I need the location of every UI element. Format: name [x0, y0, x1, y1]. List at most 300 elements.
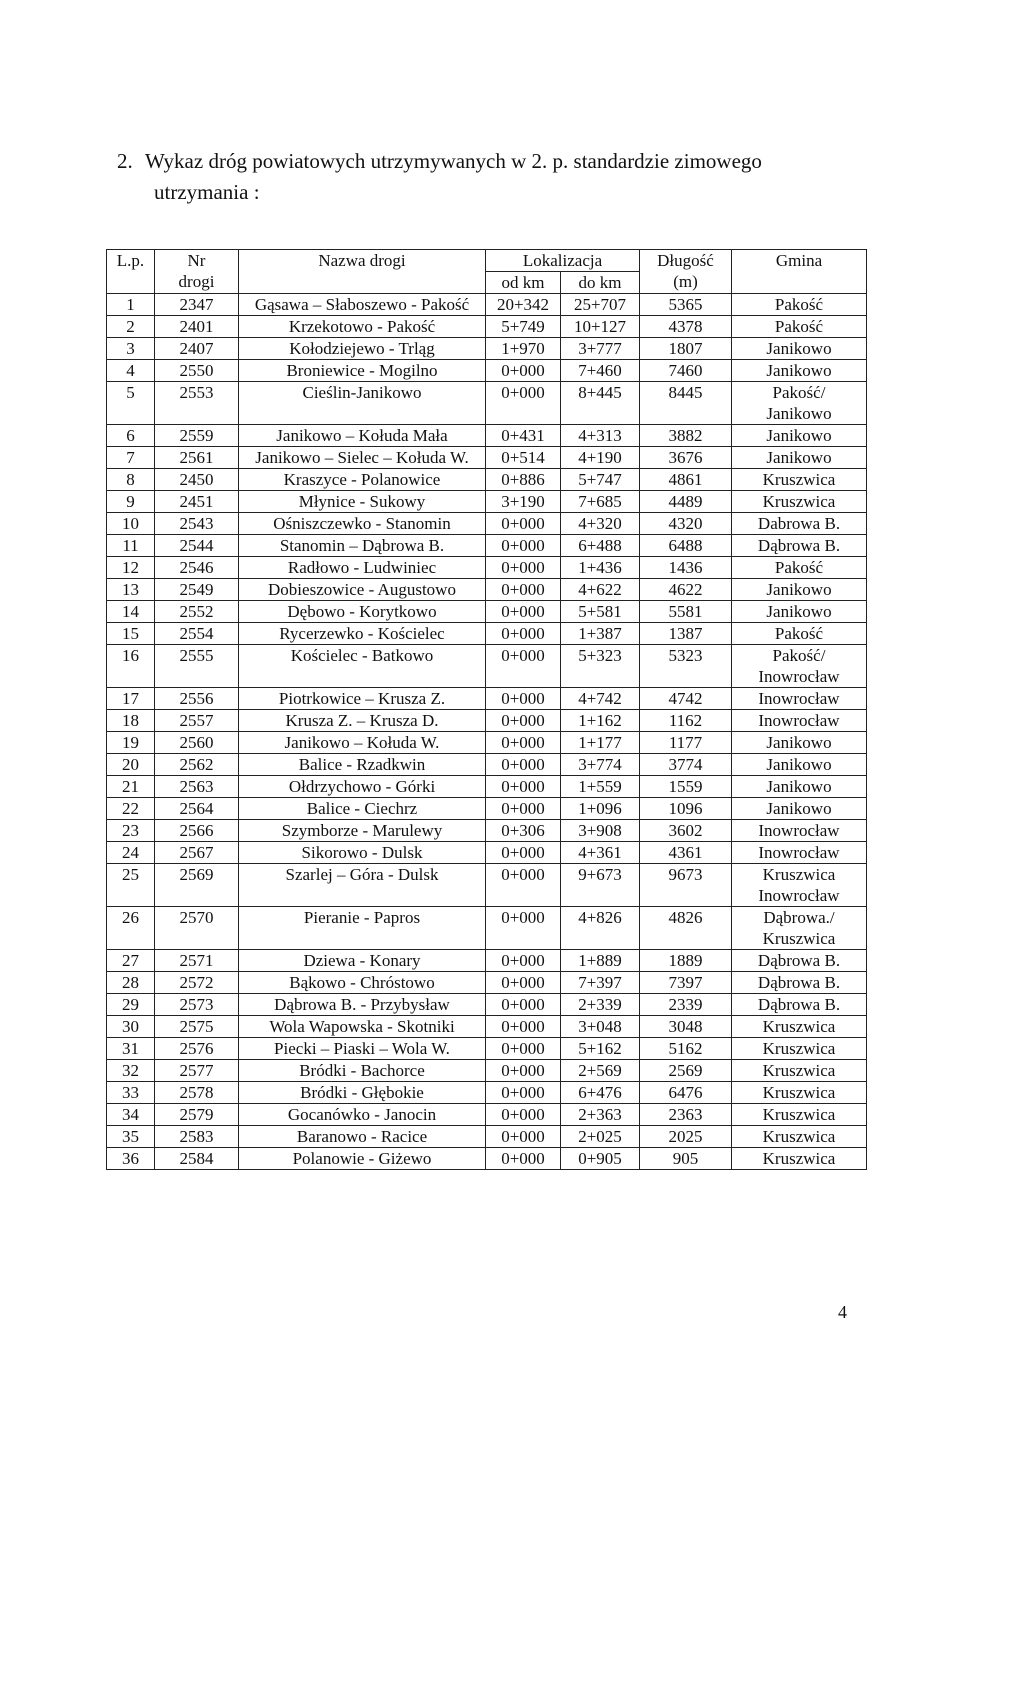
page-number: 4	[838, 1302, 847, 1322]
cell-od-km: 0+000	[486, 754, 561, 776]
cell-lp: 28	[107, 972, 155, 994]
cell-nazwa-drogi: Stanomin – Dąbrowa B.	[239, 535, 486, 557]
cell-nr-drogi: 2570	[155, 907, 239, 950]
gmina-line1: Dąbrowa B.	[757, 951, 841, 970]
cell-nazwa-drogi: Balice - Ciechrz	[239, 798, 486, 820]
cell-nazwa-drogi: Szymborze - Marulewy	[239, 820, 486, 842]
table-row	[107, 513, 867, 535]
cell-lp: 1	[107, 294, 155, 316]
table-row	[107, 776, 867, 798]
cell-dlugosc: 1387	[640, 623, 732, 645]
gmina-line1: Kruszwica	[762, 1105, 836, 1124]
cell-nr-drogi: 2560	[155, 732, 239, 754]
table-row	[107, 1016, 867, 1038]
cell-lp: 17	[107, 688, 155, 710]
gmina-line1: Dąbrowa B.	[757, 536, 841, 555]
cell-dlugosc: 4742	[640, 688, 732, 710]
cell-od-km: 0+000	[486, 864, 561, 907]
cell-do-km: 1+096	[561, 798, 640, 820]
cell-lp: 16	[107, 645, 155, 688]
cell-gmina	[732, 994, 867, 1016]
cell-od-km: 0+000	[486, 1126, 561, 1148]
cell-dlugosc: 1559	[640, 776, 732, 798]
cell-gmina	[732, 491, 867, 513]
cell-lp: 33	[107, 1082, 155, 1104]
cell-nazwa-drogi: Janikowo – Sielec – Kołuda W.	[239, 447, 486, 469]
cell-do-km: 0+905	[561, 1148, 640, 1170]
cell-nr-drogi: 2567	[155, 842, 239, 864]
cell-gmina	[732, 425, 867, 447]
cell-nr-drogi: 2401	[155, 316, 239, 338]
table-row	[107, 382, 867, 425]
table-row	[107, 950, 867, 972]
cell-do-km: 25+707	[561, 294, 640, 316]
table-header	[107, 250, 867, 294]
cell-dlugosc: 9673	[640, 864, 732, 907]
cell-nazwa-drogi: Kraszyce - Polanowice	[239, 469, 486, 491]
gmina-line1: Janikowo	[766, 755, 832, 774]
cell-nazwa-drogi: Młynice - Sukowy	[239, 491, 486, 513]
cell-nr-drogi: 2451	[155, 491, 239, 513]
cell-nazwa-drogi: Wola Wapowska - Skotniki	[239, 1016, 486, 1038]
table-row	[107, 469, 867, 491]
cell-nazwa-drogi: Ośniszczewko - Stanomin	[239, 513, 486, 535]
gmina-line1: Kruszwica	[762, 1017, 836, 1036]
cell-lp: 27	[107, 950, 155, 972]
table-row	[107, 316, 867, 338]
cell-lp: 25	[107, 864, 155, 907]
cell-od-km: 0+000	[486, 972, 561, 994]
cell-dlugosc: 2363	[640, 1104, 732, 1126]
cell-do-km: 5+162	[561, 1038, 640, 1060]
cell-nr-drogi: 2579	[155, 1104, 239, 1126]
cell-do-km: 4+313	[561, 425, 640, 447]
cell-gmina	[732, 864, 867, 907]
table-row	[107, 972, 867, 994]
cell-lp: 12	[107, 557, 155, 579]
table-row	[107, 425, 867, 447]
cell-nazwa-drogi: Dobieszowice - Augustowo	[239, 579, 486, 601]
header-nr-drogi	[155, 250, 239, 294]
cell-nr-drogi: 2554	[155, 623, 239, 645]
gmina-line1: Dąbrowa B.	[757, 995, 841, 1014]
cell-gmina	[732, 316, 867, 338]
cell-dlugosc: 3774	[640, 754, 732, 776]
cell-dlugosc: 2339	[640, 994, 732, 1016]
cell-od-km: 0+000	[486, 1016, 561, 1038]
cell-do-km: 1+162	[561, 710, 640, 732]
cell-do-km: 4+190	[561, 447, 640, 469]
cell-lp: 13	[107, 579, 155, 601]
section-number: 2.	[117, 149, 133, 173]
cell-dlugosc: 3048	[640, 1016, 732, 1038]
cell-nazwa-drogi: Bródki - Głębokie	[239, 1082, 486, 1104]
cell-od-km: 0+306	[486, 820, 561, 842]
cell-nazwa-drogi: Gocanówko - Janocin	[239, 1104, 486, 1126]
gmina-line1: Janikowo	[766, 361, 832, 380]
table-row	[107, 360, 867, 382]
cell-do-km: 1+177	[561, 732, 640, 754]
cell-nr-drogi: 2557	[155, 710, 239, 732]
cell-nr-drogi: 2559	[155, 425, 239, 447]
gmina-line1: Pakość	[774, 558, 824, 577]
cell-dlugosc: 7460	[640, 360, 732, 382]
gmina-line1: Janikowo	[766, 777, 832, 796]
cell-lp: 2	[107, 316, 155, 338]
cell-od-km: 0+000	[486, 513, 561, 535]
cell-nr-drogi: 2549	[155, 579, 239, 601]
cell-gmina	[732, 513, 867, 535]
cell-od-km: 0+000	[486, 1104, 561, 1126]
cell-nr-drogi: 2546	[155, 557, 239, 579]
cell-dlugosc: 5323	[640, 645, 732, 688]
gmina-line1: Janikowo	[766, 580, 832, 599]
cell-gmina	[732, 1126, 867, 1148]
gmina-line1: Kruszwica	[762, 1149, 836, 1168]
cell-gmina	[732, 710, 867, 732]
cell-dlugosc: 1177	[640, 732, 732, 754]
cell-gmina	[732, 579, 867, 601]
cell-do-km: 1+889	[561, 950, 640, 972]
cell-do-km: 2+339	[561, 994, 640, 1016]
cell-od-km: 3+190	[486, 491, 561, 513]
table-row	[107, 1038, 867, 1060]
cell-lp: 14	[107, 601, 155, 623]
cell-dlugosc: 7397	[640, 972, 732, 994]
cell-dlugosc: 3602	[640, 820, 732, 842]
cell-do-km: 3+908	[561, 820, 640, 842]
gmina-line1: Janikowo	[766, 448, 832, 467]
cell-nr-drogi: 2543	[155, 513, 239, 535]
cell-nazwa-drogi: Polanowie - Giżewo	[239, 1148, 486, 1170]
cell-nr-drogi: 2556	[155, 688, 239, 710]
cell-nazwa-drogi: Balice - Rzadkwin	[239, 754, 486, 776]
gmina-line1: Pakość	[774, 295, 824, 314]
cell-do-km: 4+826	[561, 907, 640, 950]
cell-dlugosc: 5581	[640, 601, 732, 623]
cell-do-km: 7+460	[561, 360, 640, 382]
cell-nr-drogi: 2407	[155, 338, 239, 360]
cell-od-km: 0+000	[486, 1082, 561, 1104]
cell-od-km: 0+000	[486, 360, 561, 382]
cell-do-km: 4+622	[561, 579, 640, 601]
cell-nazwa-drogi: Kościelec - Batkowo	[239, 645, 486, 688]
cell-lp: 26	[107, 907, 155, 950]
cell-od-km: 20+342	[486, 294, 561, 316]
cell-nr-drogi: 2575	[155, 1016, 239, 1038]
gmina-line1: Kruszwica	[762, 470, 836, 489]
cell-do-km: 6+476	[561, 1082, 640, 1104]
table-row	[107, 688, 867, 710]
table-row	[107, 907, 867, 950]
header-nr-line2: drogi	[178, 272, 215, 291]
cell-do-km: 5+747	[561, 469, 640, 491]
section-title-line2: utrzymania :	[154, 180, 260, 204]
table-row	[107, 1104, 867, 1126]
cell-nr-drogi: 2583	[155, 1126, 239, 1148]
gmina-line1: Pakość	[774, 317, 824, 336]
cell-gmina	[732, 1060, 867, 1082]
cell-lp: 36	[107, 1148, 155, 1170]
cell-do-km: 10+127	[561, 316, 640, 338]
table-row	[107, 710, 867, 732]
section-heading	[117, 146, 857, 208]
table-row	[107, 1148, 867, 1170]
cell-do-km: 3+774	[561, 754, 640, 776]
roads-table	[106, 249, 867, 1170]
cell-od-km: 0+000	[486, 798, 561, 820]
cell-nr-drogi: 2566	[155, 820, 239, 842]
cell-nazwa-drogi: Dąbrowa B. - Przybysław	[239, 994, 486, 1016]
cell-nazwa-drogi: Dębowo - Korytkowo	[239, 601, 486, 623]
cell-dlugosc: 6476	[640, 1082, 732, 1104]
cell-nazwa-drogi: Kołodziejewo - Trląg	[239, 338, 486, 360]
cell-dlugosc: 5365	[640, 294, 732, 316]
cell-nazwa-drogi: Broniewice - Mogilno	[239, 360, 486, 382]
cell-do-km: 1+559	[561, 776, 640, 798]
gmina-line1: Janikowo	[766, 733, 832, 752]
table-row	[107, 579, 867, 601]
cell-dlugosc: 4320	[640, 513, 732, 535]
cell-dlugosc: 8445	[640, 382, 732, 425]
gmina-line1: Inowrocław	[758, 711, 840, 730]
cell-lp: 20	[107, 754, 155, 776]
cell-nr-drogi: 2577	[155, 1060, 239, 1082]
cell-gmina	[732, 294, 867, 316]
gmina-line1: Janikowo	[766, 602, 832, 621]
header-dlugosc-line2: (m)	[673, 272, 698, 291]
cell-nazwa-drogi: Gąsawa – Słaboszewo - Pakość	[239, 294, 486, 316]
header-do-km: do km	[561, 272, 640, 294]
cell-do-km: 1+436	[561, 557, 640, 579]
cell-dlugosc: 6488	[640, 535, 732, 557]
cell-gmina	[732, 1082, 867, 1104]
cell-do-km: 2+569	[561, 1060, 640, 1082]
cell-od-km: 0+431	[486, 425, 561, 447]
cell-nazwa-drogi: Janikowo – Kołuda Mała	[239, 425, 486, 447]
cell-lp: 29	[107, 994, 155, 1016]
cell-do-km: 2+025	[561, 1126, 640, 1148]
cell-do-km: 5+323	[561, 645, 640, 688]
cell-od-km: 1+970	[486, 338, 561, 360]
cell-od-km: 0+000	[486, 950, 561, 972]
cell-lp: 23	[107, 820, 155, 842]
table-row	[107, 557, 867, 579]
header-od-km: od km	[486, 272, 561, 294]
cell-nazwa-drogi: Dziewa - Konary	[239, 950, 486, 972]
cell-od-km: 0+000	[486, 776, 561, 798]
cell-od-km: 0+000	[486, 842, 561, 864]
cell-gmina	[732, 798, 867, 820]
cell-lp: 11	[107, 535, 155, 557]
cell-lp: 18	[107, 710, 155, 732]
cell-od-km: 0+000	[486, 579, 561, 601]
cell-nr-drogi: 2550	[155, 360, 239, 382]
cell-gmina	[732, 950, 867, 972]
gmina-line1: Inowrocław	[758, 689, 840, 708]
cell-dlugosc: 4622	[640, 579, 732, 601]
cell-od-km: 0+000	[486, 732, 561, 754]
cell-od-km: 0+000	[486, 1038, 561, 1060]
cell-dlugosc: 5162	[640, 1038, 732, 1060]
cell-od-km: 0+000	[486, 1060, 561, 1082]
cell-gmina	[732, 842, 867, 864]
cell-nazwa-drogi: Baranowo - Racice	[239, 1126, 486, 1148]
cell-od-km: 0+000	[486, 688, 561, 710]
cell-dlugosc: 3676	[640, 447, 732, 469]
gmina-line1: Kruszwica	[762, 1061, 836, 1080]
cell-gmina	[732, 601, 867, 623]
cell-nr-drogi: 2569	[155, 864, 239, 907]
cell-od-km: 0+000	[486, 907, 561, 950]
cell-lp: 7	[107, 447, 155, 469]
cell-do-km: 4+320	[561, 513, 640, 535]
cell-gmina	[732, 645, 867, 688]
table-body	[107, 294, 867, 1170]
cell-nr-drogi: 2544	[155, 535, 239, 557]
cell-nr-drogi: 2552	[155, 601, 239, 623]
header-gmina: Gmina	[732, 250, 867, 294]
cell-od-km: 0+000	[486, 535, 561, 557]
table-row	[107, 994, 867, 1016]
cell-do-km: 7+685	[561, 491, 640, 513]
cell-do-km: 7+397	[561, 972, 640, 994]
cell-gmina	[732, 820, 867, 842]
gmina-line1: Dąbrowa B.	[757, 973, 841, 992]
cell-nr-drogi: 2562	[155, 754, 239, 776]
cell-nr-drogi: 2555	[155, 645, 239, 688]
cell-lp: 32	[107, 1060, 155, 1082]
cell-do-km: 6+488	[561, 535, 640, 557]
cell-do-km: 3+048	[561, 1016, 640, 1038]
cell-nr-drogi: 2578	[155, 1082, 239, 1104]
cell-gmina	[732, 557, 867, 579]
cell-dlugosc: 1807	[640, 338, 732, 360]
cell-lp: 9	[107, 491, 155, 513]
cell-dlugosc: 4861	[640, 469, 732, 491]
cell-nr-drogi: 2571	[155, 950, 239, 972]
header-nazwa-drogi: Nazwa drogi	[239, 250, 486, 294]
cell-dlugosc: 4489	[640, 491, 732, 513]
gmina-line1: Kruszwica	[762, 1083, 836, 1102]
gmina-line1: Janikowo	[766, 799, 832, 818]
cell-nr-drogi: 2561	[155, 447, 239, 469]
cell-nazwa-drogi: Piecki – Piaski – Wola W.	[239, 1038, 486, 1060]
cell-dlugosc: 4361	[640, 842, 732, 864]
cell-nazwa-drogi: Sikorowo - Dulsk	[239, 842, 486, 864]
cell-dlugosc: 2025	[640, 1126, 732, 1148]
cell-nazwa-drogi: Cieślin-Janikowo	[239, 382, 486, 425]
table-row	[107, 842, 867, 864]
cell-nr-drogi: 2576	[155, 1038, 239, 1060]
gmina-line2: Inowrocław	[758, 886, 840, 905]
cell-lp: 4	[107, 360, 155, 382]
gmina-line1: Dąbrowa./	[763, 908, 835, 927]
cell-nazwa-drogi: Krzekotowo - Pakość	[239, 316, 486, 338]
table-row	[107, 798, 867, 820]
cell-nr-drogi: 2553	[155, 382, 239, 425]
cell-nr-drogi: 2347	[155, 294, 239, 316]
header-lp: L.p.	[107, 250, 155, 294]
cell-dlugosc: 4826	[640, 907, 732, 950]
table-row	[107, 864, 867, 907]
table-row	[107, 447, 867, 469]
cell-gmina	[732, 1016, 867, 1038]
cell-dlugosc: 4378	[640, 316, 732, 338]
cell-nr-drogi: 2563	[155, 776, 239, 798]
cell-od-km: 0+000	[486, 1148, 561, 1170]
gmina-line1: Pakość/	[772, 383, 826, 402]
table-row	[107, 535, 867, 557]
cell-gmina	[732, 1148, 867, 1170]
cell-lp: 10	[107, 513, 155, 535]
cell-od-km: 0+000	[486, 557, 561, 579]
cell-nazwa-drogi: Rycerzewko - Kościelec	[239, 623, 486, 645]
cell-dlugosc: 1096	[640, 798, 732, 820]
gmina-line1: Inowrocław	[758, 843, 840, 862]
cell-dlugosc: 2569	[640, 1060, 732, 1082]
cell-do-km: 4+742	[561, 688, 640, 710]
cell-do-km: 9+673	[561, 864, 640, 907]
table-row	[107, 820, 867, 842]
cell-nr-drogi: 2573	[155, 994, 239, 1016]
cell-nazwa-drogi: Bąkowo - Chróstowo	[239, 972, 486, 994]
cell-lp: 24	[107, 842, 155, 864]
gmina-line1: Kruszwica	[762, 1127, 836, 1146]
cell-od-km: 0+000	[486, 710, 561, 732]
cell-gmina	[732, 776, 867, 798]
cell-od-km: 0+000	[486, 994, 561, 1016]
table-row	[107, 491, 867, 513]
cell-do-km: 4+361	[561, 842, 640, 864]
cell-nr-drogi: 2572	[155, 972, 239, 994]
cell-do-km: 5+581	[561, 601, 640, 623]
cell-nazwa-drogi: Janikowo – Kołuda W.	[239, 732, 486, 754]
cell-od-km: 0+514	[486, 447, 561, 469]
cell-do-km: 3+777	[561, 338, 640, 360]
cell-dlugosc: 1889	[640, 950, 732, 972]
header-nr-line1: Nr	[187, 251, 206, 270]
cell-lp: 15	[107, 623, 155, 645]
cell-nazwa-drogi: Bródki - Bachorce	[239, 1060, 486, 1082]
cell-nazwa-drogi: Pieranie - Papros	[239, 907, 486, 950]
section-title-line1: Wykaz dróg powiatowych utrzymywanych w 2. p. standardzie zimowego	[145, 149, 762, 173]
table-row	[107, 1060, 867, 1082]
cell-od-km: 0+000	[486, 645, 561, 688]
cell-od-km: 5+749	[486, 316, 561, 338]
cell-do-km: 8+445	[561, 382, 640, 425]
gmina-line1: Inowrocław	[758, 821, 840, 840]
cell-nr-drogi: 2584	[155, 1148, 239, 1170]
header-lokalizacja: Lokalizacja	[486, 250, 640, 272]
cell-nr-drogi: 2450	[155, 469, 239, 491]
cell-gmina	[732, 972, 867, 994]
cell-od-km: 0+000	[486, 601, 561, 623]
table-row	[107, 1126, 867, 1148]
cell-gmina	[732, 732, 867, 754]
cell-gmina	[732, 754, 867, 776]
cell-lp: 35	[107, 1126, 155, 1148]
cell-lp: 21	[107, 776, 155, 798]
cell-od-km: 0+886	[486, 469, 561, 491]
header-dlugosc	[640, 250, 732, 294]
cell-dlugosc: 3882	[640, 425, 732, 447]
cell-gmina	[732, 535, 867, 557]
cell-dlugosc: 1162	[640, 710, 732, 732]
gmina-line1: Dabrowa B.	[757, 514, 841, 533]
gmina-line1: Janikowo	[766, 426, 832, 445]
cell-gmina	[732, 907, 867, 950]
